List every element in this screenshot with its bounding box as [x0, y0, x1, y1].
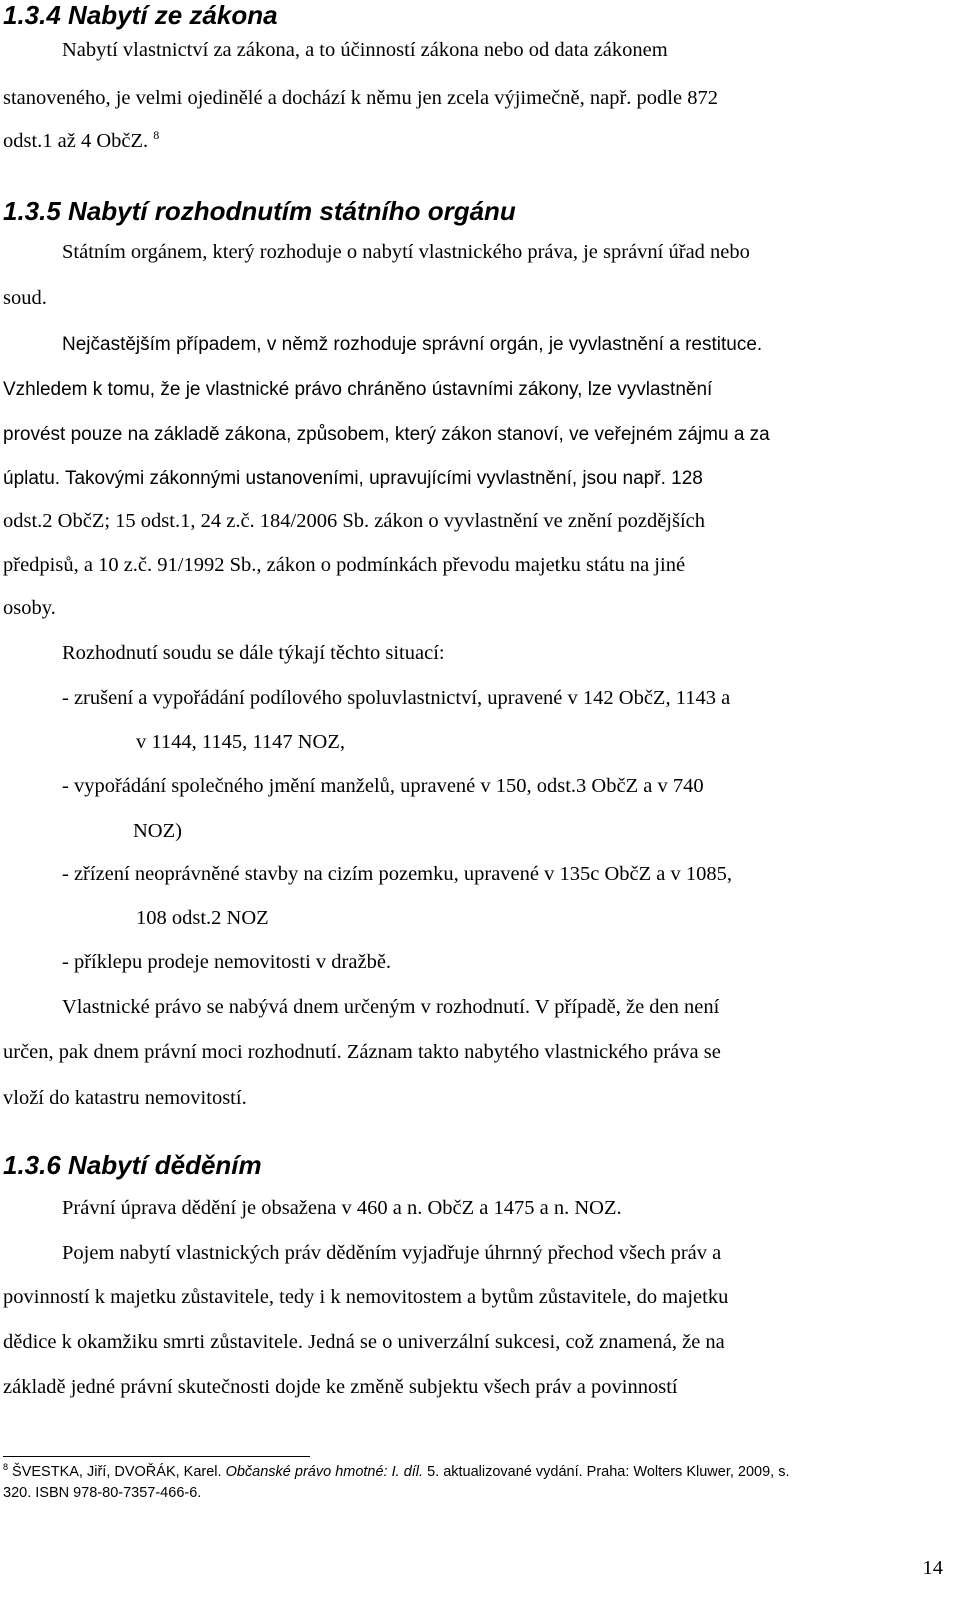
list-item: - zřízení neoprávněné stavby na cizím pozemku, upravené v 135c ObčZ a v 1085,: [62, 863, 732, 885]
paragraph-line: Vlastnické právo se nabývá dnem určeným v rozhodnutí. V případě, že den není: [62, 996, 720, 1018]
list-item: - zrušení a vypořádání podílového spoluvlastnictví, upravené v 142 ObčZ, 1143 a: [62, 687, 731, 709]
paragraph-line: Rozhodnutí soudu se dále týkají těchto situací:: [62, 642, 445, 664]
text-span: odst.1 až 4 ObčZ.: [3, 130, 149, 152]
paragraph-line: základě jedné právní skutečnosti dojde ke změně subjektu všech práv a povinností: [3, 1376, 678, 1398]
footnote-title: Občanské právo hmotné: I. díl.: [225, 1464, 424, 1480]
list-item: - vypořádání společného jmění manželů, upravené v 150, odst.3 ObčZ a v 740: [62, 775, 704, 797]
paragraph-line: Pojem nabytí vlastnických práv děděním vyjadřuje úhrnný přechod všech práv a: [62, 1242, 722, 1264]
paragraph-line: vloží do katastru nemovitostí.: [3, 1087, 247, 1109]
heading-1-3-4: 1.3.4 Nabytí ze zákona: [3, 0, 278, 30]
heading-1-3-5: 1.3.5 Nabytí rozhodnutím státního orgánu: [3, 196, 516, 226]
list-item-continuation: NOZ): [133, 820, 182, 842]
footnote-rest: 5. aktualizované vydání. Praha: Wolters Kluwer, 2009, s.: [427, 1464, 790, 1480]
footnote: [3, 1463, 790, 1481]
footnote-reference[interactable]: 8: [153, 128, 160, 143]
paragraph-line: předpisů, a 10 z.č. 91/1992 Sb., zákon o podmínkách převodu majetku státu na jiné: [3, 554, 686, 576]
footnote-authors: ŠVESTKA, Jiří, DVOŘÁK, Karel.: [12, 1464, 222, 1480]
list-item-continuation: 108 odst.2 NOZ: [136, 907, 269, 929]
paragraph-line: Nabytí vlastnictví za zákona, a to účinností zákona nebo od data zákonem: [62, 39, 668, 61]
paragraph-line: Právní úprava dědění je obsažena v 460 a n. ObčZ a 1475 a n. NOZ.: [62, 1197, 622, 1219]
footnote-line-2: 320. ISBN 978-80-7357-466-6.: [3, 1485, 202, 1501]
paragraph-line: soud.: [3, 287, 47, 309]
paragraph-line: Nejčastějším případem, v němž rozhoduje správní orgán, je vyvlastnění a restituce.: [62, 334, 763, 355]
heading-1-3-6: 1.3.6 Nabytí děděním: [3, 1150, 262, 1180]
paragraph-line: Státním orgánem, který rozhoduje o nabytí vlastnického práva, je správní úřad nebo: [62, 241, 750, 263]
page-number: 14: [922, 1557, 943, 1579]
footnote-number: 8: [3, 1462, 9, 1473]
paragraph-line: stanoveného, je velmi ojedinělé a dochází k němu jen zcela výjimečně, např. podle 872: [3, 87, 718, 109]
paragraph-line: [3, 129, 159, 153]
paragraph-line: Vzhledem k tomu, že je vlastnické právo chráněno ústavními zákony, lze vyvlastnění: [3, 379, 713, 400]
paragraph-line: provést pouze na základě zákona, způsobem, který zákon stanoví, ve veřejném zájmu a za: [3, 424, 770, 445]
paragraph-line: dědice k okamžiku smrti zůstavitele. Jedná se o univerzální sukcesi, což znamená, že na: [3, 1331, 725, 1353]
list-item: - příklepu prodeje nemovitosti v dražbě.: [62, 951, 392, 973]
paragraph-line: osoby.: [3, 597, 56, 619]
paragraph-line: úplatu. Takovými zákonnými ustanoveními, upravujícími vyvlastnění, jsou např. 128: [3, 468, 703, 489]
paragraph-line: odst.2 ObčZ; 15 odst.1, 24 z.č. 184/2006 Sb. zákon o vyvlastnění ve znění pozdějších: [3, 510, 706, 532]
list-item-continuation: v 1144, 1145, 1147 NOZ,: [136, 731, 345, 753]
footnote-separator: [3, 1456, 310, 1457]
paragraph-line: povinností k majetku zůstavitele, tedy i k nemovitostem a bytům zůstavitele, do majetku: [3, 1286, 729, 1308]
paragraph-line: určen, pak dnem právní moci rozhodnutí. Záznam takto nabytého vlastnického práva se: [3, 1041, 721, 1063]
